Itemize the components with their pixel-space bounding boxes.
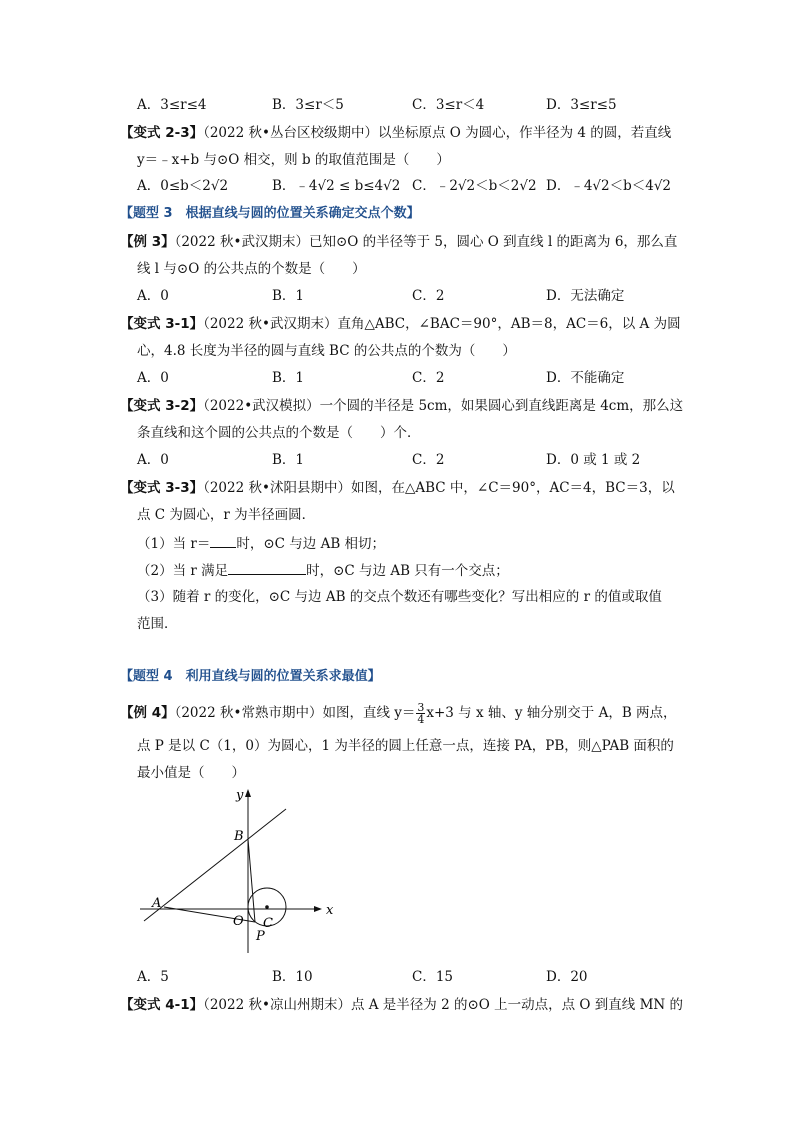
fraction-numerator: 3 — [417, 701, 425, 714]
question-tag: 【变式 3-2】 — [120, 398, 204, 414]
question-text-b: x+3 与 x 轴、y 轴分别交于 A，B 两点， — [426, 705, 677, 721]
fraction — [416, 702, 425, 725]
option-b: B．﹣4√2 ≤ b≤4√2 — [272, 178, 401, 194]
option-b: B．1 — [272, 288, 305, 304]
answer-blank[interactable] — [210, 533, 236, 548]
question-v32-line1 — [120, 397, 683, 415]
question-text-a: （2022 秋•常熟市期中）如图，直线 y＝ — [174, 705, 416, 721]
sub-question-1-prefix: （1）当 r＝ — [137, 536, 211, 552]
question-ex3-line2: 线 l 与⊙O 的公共点的个数是（ ） — [137, 261, 366, 277]
option-d: D．﹣4√2＜b＜4√2 — [546, 178, 672, 194]
question-text: （2022 秋•沭阳县期中）如图，在△ABC 中，∠C＝90°，AC＝4，BC＝3，以 — [203, 480, 675, 496]
question-tag: 【变式 2-3】 — [120, 125, 204, 141]
option-c: C．15 — [412, 969, 454, 985]
x-axis-arrow-icon — [314, 906, 322, 912]
option-c: C．3≤r＜4 — [412, 97, 485, 113]
sub-question-3-cont: 范围． — [137, 616, 178, 632]
question-text: （2022 秋•丛台区校级期中）以坐标原点 O 为圆心，作半径为 4 的圆，若直线 — [203, 125, 672, 141]
sub-question-3: （3）随着 r 的变化，⊙C 与边 AB 的交点个数还有哪些变化？写出相应的 r 的值或取值 — [137, 589, 662, 605]
fraction-denominator: 4 — [417, 713, 425, 726]
center-c-dot — [265, 905, 269, 909]
question-text: （2022 秋•凉山州期末）点 A 是半径为 2 的⊙O 上一动点，点 O 到直线 MN 的 — [203, 997, 683, 1013]
option-a: A．3≤r≤4 — [137, 97, 207, 113]
label-a: A — [152, 896, 162, 911]
option-b: B．3≤r＜5 — [272, 97, 344, 113]
question-ex4-line2: 点 P 是以 C（1，0）为圆心，1 为半径的圆上任意一点，连接 PA，PB，则△PAB 面积的 — [137, 738, 674, 754]
question-tag: 【变式 4-1】 — [120, 997, 204, 1013]
label-y: y — [236, 788, 244, 803]
label-p: P — [256, 929, 265, 944]
answer-blank[interactable] — [228, 560, 306, 575]
option-d: D．0 或 1 或 2 — [546, 452, 641, 468]
question-v31-line2: 心，4.8 长度为半径的圆与直线 BC 的公共点的个数为（ ） — [137, 343, 516, 359]
sub-question-2-prefix: （2）当 r 满足 — [137, 563, 229, 579]
line-ab — [144, 809, 286, 921]
option-c: C．﹣2√2＜b＜2√2 — [412, 178, 537, 194]
option-b: B．1 — [272, 370, 305, 386]
sub-question-2 — [137, 560, 509, 580]
sub-question-2-suffix: 时，⊙C 与边 AB 只有一个交点； — [306, 563, 509, 579]
option-a: A．0 — [137, 370, 169, 386]
question-ex4-line1 — [120, 702, 677, 725]
option-d: D．无法确定 — [546, 288, 625, 304]
question-text: （2022 秋•武汉期末）直角△ABC，∠BAC＝90°，AB＝8，AC＝6，以 A 为圆 — [203, 316, 681, 332]
option-c: C．2 — [412, 288, 445, 304]
label-b: B — [234, 829, 244, 844]
question-tag: 【变式 3-1】 — [120, 316, 204, 332]
question-v33-line2: 点 C 为圆心，r 为半径画圆． — [137, 507, 316, 523]
question-v23-line2: y＝﹣x+b 与⊙O 相交，则 b 的取值范围是（ ） — [137, 152, 450, 168]
question-v41-line1 — [120, 996, 683, 1014]
label-x: x — [326, 903, 334, 918]
option-c: C．2 — [412, 370, 445, 386]
option-b: B．1 — [272, 452, 305, 468]
question-ex4-line3: 最小值是（ ） — [137, 765, 245, 781]
label-c: C — [263, 916, 273, 931]
question-tag: 【例 3】 — [120, 234, 175, 250]
option-a: A．0 — [137, 288, 169, 304]
question-v23-line1 — [120, 124, 671, 142]
option-a: A．5 — [137, 969, 169, 985]
question-tag: 【变式 3-3】 — [120, 480, 204, 496]
question-text: （2022•武汉模拟）一个圆的半径是 5cm，如果圆心到直线距离是 4cm，那么这 — [203, 398, 684, 414]
label-o: O — [233, 914, 244, 929]
geometry-figure — [130, 783, 340, 958]
segment-pb — [248, 839, 255, 922]
option-c: C．2 — [412, 452, 445, 468]
question-v31-line1 — [120, 315, 681, 333]
option-d: D．20 — [546, 969, 588, 985]
section-heading-type4: 【题型 4 利用直线与圆的位置关系求最值】 — [120, 669, 381, 684]
y-axis-arrow-icon — [245, 789, 251, 797]
question-v32-line2: 条直线和这个圆的公共点的个数是（ ）个． — [137, 425, 421, 441]
sub-question-1 — [137, 533, 385, 553]
option-b: B．10 — [272, 969, 313, 985]
option-a: A．0 — [137, 452, 169, 468]
question-tag: 【例 4】 — [120, 705, 175, 721]
question-text: （2022 秋•武汉期末）已知⊙O 的半径等于 5，圆心 O 到直线 l 的距离为 6，那么直 — [174, 234, 678, 250]
option-a: A．0≤b＜2√2 — [137, 178, 229, 194]
question-ex3-line1 — [120, 233, 677, 251]
option-d: D．不能确定 — [546, 370, 625, 386]
sub-question-1-suffix: 时，⊙C 与边 AB 相切； — [236, 536, 386, 552]
question-v33-line1 — [120, 479, 675, 497]
section-heading-type3: 【题型 3 根据直线与圆的位置关系确定交点个数】 — [120, 206, 420, 221]
option-d: D．3≤r≤5 — [546, 97, 617, 113]
